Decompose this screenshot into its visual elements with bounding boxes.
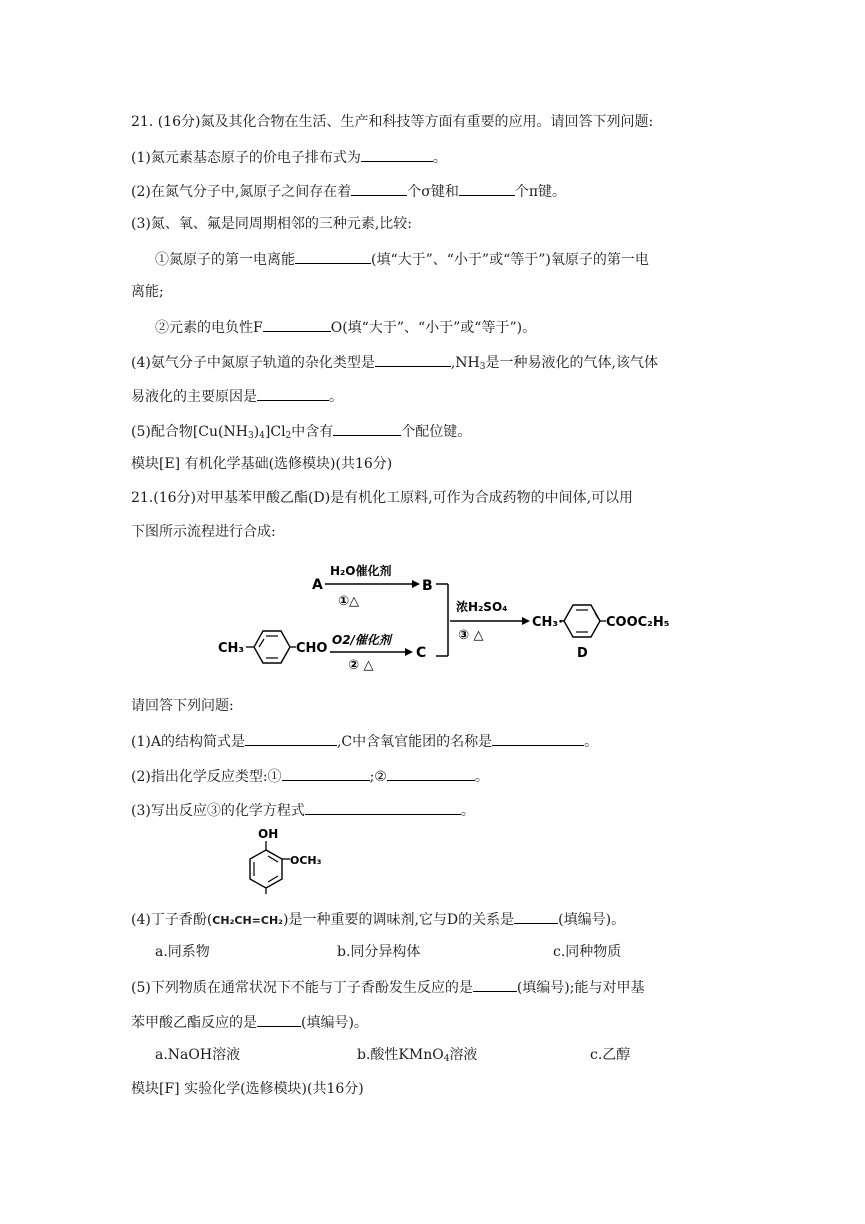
option-5b-rest: 溶液 bbox=[449, 1047, 478, 1063]
q21-part3-2 bbox=[155, 317, 536, 337]
q21-part3-1-wrap: 离能; bbox=[131, 284, 164, 300]
module-e-heading: 模块[E] 有机化学基础(选修模块)(共16分) bbox=[131, 456, 393, 472]
q21-part4-wrap bbox=[131, 386, 343, 406]
condition-2: ② △ bbox=[348, 658, 374, 673]
q21-part5-end: 个配位键。 bbox=[401, 424, 472, 440]
q21-part1 bbox=[131, 147, 447, 167]
q21-part2-mid: 个σ键和 bbox=[407, 184, 459, 200]
q21b-part5-mid: (填编号);能与对甲基 bbox=[516, 980, 645, 996]
methoxy-group: OCH₃ bbox=[290, 854, 322, 867]
q21-part3-2-rest: O(填“大于”、“小于”或“等于”)。 bbox=[330, 320, 537, 336]
q21b-part2-text: (2)指出化学反应类型:① bbox=[131, 769, 282, 785]
answer-blank[interactable] bbox=[305, 800, 461, 815]
option-4a: a.同系物 bbox=[155, 944, 210, 960]
answer-blank[interactable] bbox=[387, 766, 475, 781]
q21-part3: (3)氮、氧、氟是同周期相邻的三种元素,比较: bbox=[131, 216, 412, 232]
q21b-part3-text: (3)写出反应③的化学方程式 bbox=[131, 803, 305, 819]
q21b-part5-end: (填编号)。 bbox=[301, 1015, 368, 1031]
q21b-part3 bbox=[131, 800, 475, 820]
q21b-part5-text: (5)下列物质在通常状况下不能与丁子香酚发生反应的是 bbox=[131, 980, 473, 996]
answer-blank[interactable] bbox=[459, 181, 515, 196]
aldehyde-group: CHO bbox=[296, 641, 328, 656]
option-4b: b.同分异构体 bbox=[337, 944, 421, 960]
option-5c: c.乙醇 bbox=[590, 1047, 631, 1063]
answer-blank[interactable] bbox=[473, 977, 517, 992]
compound-b: B bbox=[422, 578, 433, 594]
q21b-ask: 请回答下列问题: bbox=[131, 698, 234, 714]
answer-blank[interactable] bbox=[263, 317, 331, 332]
question-21b-intro-wrap: 下图所示流程进行合成: bbox=[131, 524, 276, 540]
q21b-part1 bbox=[131, 731, 598, 751]
subscript: 2 bbox=[285, 431, 292, 441]
answer-blank[interactable] bbox=[257, 1012, 301, 1027]
q21b-part3-end: 。 bbox=[460, 803, 475, 819]
answer-blank[interactable] bbox=[375, 352, 451, 367]
q21-part5 bbox=[131, 421, 471, 441]
q21b-part1-end: 。 bbox=[584, 734, 599, 750]
subscript: 3 bbox=[479, 362, 486, 372]
compound-c: C bbox=[416, 645, 427, 661]
double-bond bbox=[595, 613, 600, 621]
q21-part1-end: 。 bbox=[432, 150, 447, 166]
arrowhead bbox=[405, 648, 413, 656]
subscript: 3 bbox=[247, 431, 254, 441]
q21-part3-2-text: ②元素的电负性F bbox=[155, 320, 263, 336]
option-4c: c.同种物质 bbox=[553, 944, 622, 960]
q21-part1-text: (1)氮元素基态原子的价电子排布式为 bbox=[131, 150, 361, 166]
answer-blank[interactable] bbox=[295, 249, 371, 264]
condition-1: ①△ bbox=[338, 594, 360, 609]
formula: ) bbox=[253, 424, 260, 440]
compound-d: D bbox=[577, 646, 588, 661]
module-f-heading: 模块[F] 实验化学(选修模块)(共16分) bbox=[131, 1081, 364, 1097]
q21-part5-text: 中含有 bbox=[291, 424, 334, 440]
q21b-part5-wrap bbox=[131, 1012, 368, 1032]
reaction-scheme bbox=[200, 555, 720, 675]
answer-blank[interactable] bbox=[245, 731, 337, 746]
answer-blank[interactable] bbox=[351, 181, 407, 196]
methyl-group: CH₃ bbox=[218, 641, 245, 656]
arrowhead bbox=[522, 617, 530, 625]
answer-blank[interactable] bbox=[257, 386, 329, 401]
answer-blank[interactable] bbox=[492, 731, 584, 746]
reagent-1: H₂O催化剂 bbox=[330, 564, 392, 578]
q21-part4-rest: 是一种易液化的气体,该气体 bbox=[485, 355, 658, 371]
double-bond bbox=[259, 639, 264, 647]
q21b-part2-mid: ;② bbox=[369, 769, 387, 785]
q21-part2-end: 个π键。 bbox=[514, 184, 567, 200]
q21-part3-1-rest: (填“大于”、“小于”或“等于”)氧原子的第一电 bbox=[371, 252, 649, 268]
answer-blank[interactable] bbox=[282, 766, 370, 781]
allyl-chain: CH₂CH=CH₂ bbox=[212, 914, 283, 927]
reagent-2: O2/催化剂 bbox=[332, 633, 391, 647]
q21b-part5-wrap-text: 苯甲酸乙酯反应的是 bbox=[131, 1015, 257, 1031]
q21b-part2-end: 。 bbox=[474, 769, 489, 785]
formula: ]Cl bbox=[264, 424, 286, 440]
q21b-part1-mid: ,C中含氧官能团的名称是 bbox=[336, 734, 493, 750]
q21-part4-text: (4)氨气分子中氮原子轨道的杂化类型是 bbox=[131, 355, 375, 371]
q21b-part4-mid: )是一种重要的调味剂,它与D的关系是 bbox=[283, 912, 515, 928]
double-bond bbox=[268, 856, 278, 862]
q21b-part4-text: (4)丁子香酚( bbox=[131, 912, 213, 928]
q21-part3-1-text: ①氮原子的第一电离能 bbox=[155, 252, 295, 268]
q21-part2 bbox=[131, 181, 566, 201]
benzene-ring bbox=[250, 850, 282, 888]
double-bond bbox=[268, 876, 278, 882]
question-21b-intro: 21.(16分)对甲基苯甲酸乙酯(D)是有机化工原料,可作为合成药物的中间体,可以用 bbox=[131, 490, 634, 506]
q21b-part4-end: (填编号)。 bbox=[558, 912, 626, 928]
subscript: 4 bbox=[443, 1054, 450, 1064]
hydroxyl-group: OH bbox=[258, 827, 279, 841]
q21-part3-1 bbox=[155, 249, 649, 269]
option-5b-text: b.酸性KMnO bbox=[357, 1047, 444, 1063]
methyl-group: CH₃· bbox=[532, 615, 564, 630]
q21b-part4 bbox=[131, 909, 625, 930]
answer-blank[interactable] bbox=[361, 147, 433, 162]
eugenol-structure bbox=[228, 822, 368, 906]
ester-group: COOC₂H₅ bbox=[606, 615, 670, 630]
q21b-part2 bbox=[131, 766, 489, 786]
formula: (5)配合物[Cu(NH bbox=[131, 424, 248, 440]
arrowhead bbox=[412, 580, 420, 588]
q21b-part5 bbox=[131, 977, 644, 997]
subscript: 4 bbox=[259, 431, 265, 441]
q21b-part1-text: (1)A的结构简式是 bbox=[131, 734, 245, 750]
option-5a: a.NaOH溶液 bbox=[155, 1047, 241, 1063]
q21-part4-wrap-text: 易液化的主要原因是 bbox=[131, 389, 257, 405]
q21-part2-text: (2)在氮气分子中,氮原子之间存在着 bbox=[131, 184, 352, 200]
q21-part4-nh: ,NH bbox=[450, 355, 480, 371]
compound-a: A bbox=[312, 577, 323, 593]
q21-part4-wrap-end: 。 bbox=[329, 389, 343, 405]
answer-blank[interactable] bbox=[333, 421, 401, 436]
option-5b bbox=[357, 1046, 477, 1064]
q21-part4 bbox=[131, 352, 658, 372]
question-21-header: 21. (16分)氮及其化合物在生活、生产和科技等方面有重要的应用。请回答下列问题: bbox=[131, 114, 654, 130]
condition-3: ③ △ bbox=[458, 628, 484, 643]
answer-blank[interactable] bbox=[514, 909, 558, 924]
reagent-3: 浓H₂SO₄ bbox=[456, 600, 508, 614]
